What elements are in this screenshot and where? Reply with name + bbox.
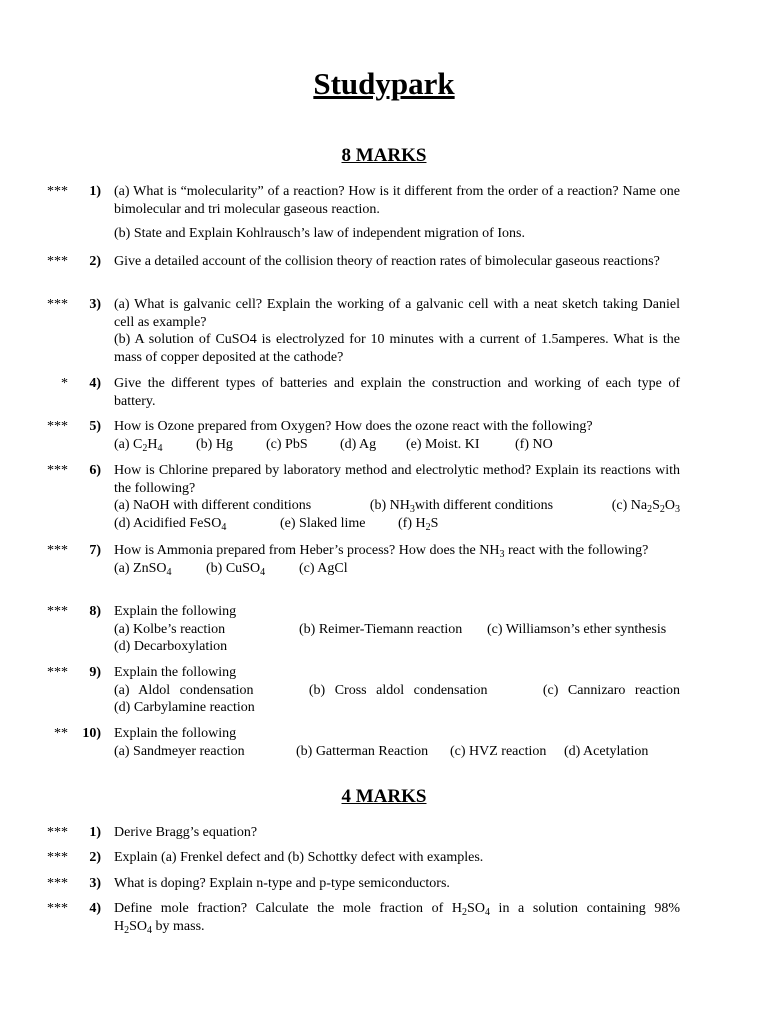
option-f: (f) NO [515, 436, 553, 452]
option-d: (d) Decarboxylation [114, 639, 228, 654]
question-number: 4) [89, 901, 101, 916]
option-b: (b) Cross aldol condensation [308, 682, 488, 698]
question-number: 9) [89, 665, 101, 680]
importance-stars: *** [47, 419, 68, 434]
page-title: Studypark [313, 66, 455, 101]
option-row [114, 621, 680, 639]
question-number: 10) [82, 726, 101, 741]
option-f: (f) $H_2S$ [398, 515, 439, 533]
question-text: What is doping? Explain n-type and p-type semiconductors. [114, 876, 450, 891]
option-c: (c) Cannizaro reaction [542, 682, 680, 698]
question-text: Explain the following [114, 604, 237, 619]
importance-stars: *** [47, 254, 68, 269]
option-d: (d) Ag [340, 436, 377, 452]
question-text: How is Chlorine prepared by laboratory method and electrolytic method? Explain its reactions with the following? [114, 463, 680, 496]
importance-stars: * [61, 376, 68, 391]
importance-stars: *** [47, 901, 68, 916]
section-heading-4-marks: 4 MARKS [341, 786, 427, 807]
option-c: (c) PbS [266, 436, 308, 452]
importance-stars: ** [54, 726, 68, 741]
option-b: (b) Hg [196, 436, 233, 452]
importance-stars: *** [47, 665, 68, 680]
importance-stars: *** [47, 543, 68, 558]
option-row [114, 515, 680, 533]
question-text: Explain (a) Frenkel defect and (b) Schottky defect with examples. [114, 850, 484, 865]
option-row [114, 699, 680, 717]
option-a: (a) Aldol condensation [114, 682, 254, 698]
option-row [114, 638, 680, 656]
option-b: (b) Gatterman Reaction [296, 743, 429, 759]
question-number: 3) [89, 876, 101, 891]
question-text: Give the different types of batteries and explain the construction and working of each type of battery. [114, 376, 680, 409]
question-number: 8) [89, 604, 101, 619]
question-text: Explain the following [114, 726, 237, 741]
question-number: 6) [89, 463, 101, 478]
question-text: Derive Bragg’s equation? [114, 825, 258, 840]
question-number: 1) [89, 825, 101, 840]
importance-stars: *** [47, 297, 68, 312]
question-number: 5) [89, 419, 101, 434]
question-number: 4) [89, 376, 101, 391]
option-d: (d) Carbylamine reaction [114, 700, 255, 715]
question-number: 2) [89, 254, 101, 269]
question-part-a: (a) What is “molecularity” of a reaction? How is it different from the order of a reaction? Name one bimolecular and tri molecular gaseous reaction. [114, 184, 680, 217]
question-text: How is Ozone prepared from Oxygen? How does the ozone react with the following? [114, 419, 593, 434]
question-number: 7) [89, 543, 101, 558]
section-heading-8-marks: 8 MARKS [341, 145, 427, 166]
importance-stars: *** [47, 876, 68, 891]
question-number: 2) [89, 850, 101, 865]
option-b: (b) Reimer-Tiemann reaction [299, 621, 463, 637]
question-text: Give a detailed account of the collision theory of reaction rates of bimolecular gaseous reactions? [114, 254, 660, 269]
option-c: (c) $Na_2S_2O_3$ [611, 498, 680, 515]
option-a: (a) ZnSO$_4$ [114, 560, 172, 578]
option-a: (a) Sandmeyer reaction [114, 743, 245, 759]
option-row [114, 436, 680, 454]
option-e: (e) Slaked lime [280, 515, 366, 531]
option-e: (e) Moist. KI [406, 436, 480, 452]
option-d: (d) Acidified FeSO$_4$ [114, 515, 227, 533]
option-c: (c) AgCl [299, 560, 348, 576]
question-text: Explain the following [114, 665, 237, 680]
importance-stars: *** [47, 825, 68, 840]
option-b: (b) CuSO$_4$ [206, 560, 266, 578]
option-row [114, 497, 680, 515]
option-d: (d) Acetylation [564, 743, 649, 759]
question-number: 1) [89, 184, 101, 199]
question-text: How is Ammonia prepared from Heber’s process? How does the $NH_3$ react with the following? [114, 543, 649, 560]
importance-stars: *** [47, 850, 68, 865]
question-text-line-2: $H_2SO_4$ by mass. [114, 918, 205, 936]
importance-stars: *** [47, 184, 68, 199]
option-a: (a) Kolbe’s reaction [114, 621, 226, 637]
question-part-b: (b) State and Explain Kohlrausch’s law of independent migration of Ions. [114, 226, 525, 241]
option-b: (b) $NH_3with$ different conditions [369, 498, 554, 515]
importance-stars: *** [47, 604, 68, 619]
option-c: (c) HVZ reaction [450, 743, 547, 759]
question-part-b: (b) A solution of CuSO4 is electrolyzed for 10 minutes with a current of 1.5amperes. What is the mass of copper deposited at the cathode? [114, 332, 680, 365]
importance-stars: *** [47, 463, 68, 478]
question-text-line-1: Define mole fraction? Calculate the mole fraction of $H_2SO_4$ in a solution containing 98% [114, 901, 680, 918]
option-row [114, 560, 680, 578]
option-a: (a) NaOH with different conditions [114, 498, 312, 513]
option-c: (c) Williamson’s ether synthesis [487, 621, 667, 637]
option-a: (a) $C_2H_4$ [114, 436, 163, 454]
option-row [114, 743, 680, 761]
option-row [114, 682, 680, 700]
question-part-a: (a) What is galvanic cell? Explain the working of a galvanic cell with a neat sketch taking Daniel cell as example? [114, 297, 680, 330]
question-number: 3) [89, 297, 101, 312]
